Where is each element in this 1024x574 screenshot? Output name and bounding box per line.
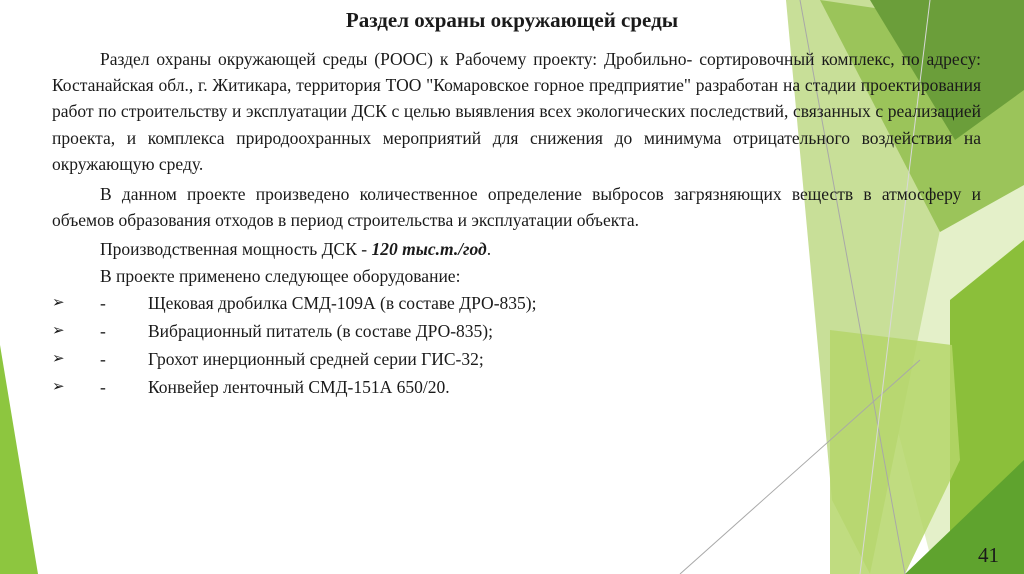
page-number: 41 xyxy=(978,543,999,567)
arrow-bullet-icon: ➢ xyxy=(52,379,65,395)
capacity-prefix: Производственная мощность ДСК - xyxy=(100,239,372,259)
equipment-item-text: Грохот инерционный средней серии ГИС-32; xyxy=(148,349,484,369)
arrow-bullet-icon: ➢ xyxy=(52,323,65,339)
capacity-suffix: . xyxy=(486,239,492,259)
equipment-item-text: Вибрационный питатель (в составе ДРО-835); xyxy=(148,321,493,341)
equipment-intro: В проекте применено следующее оборудование: xyxy=(100,266,461,286)
arrow-bullet-icon: ➢ xyxy=(52,295,65,311)
intro-paragraph: Раздел охраны окружающей среды (РООС) к Рабочему проекту: Дробильно- сортировочный комплекс, по адресу: Костанайская обл., г. Житикара, территория ТОО "Комаровское горное предприятие" разработан на стадии проектирования работ по строительству и эксплуатации ДСК с целью выявления всех экологических последствий, связанных с реализацией проекта, и комплекса природоохранных мероприятий для снижения до минимума отрицательного воздействия на окружающую среду. xyxy=(52,49,981,174)
list-dash: - xyxy=(100,293,106,313)
equipment-item-text: Щековая дробилка СМД-109А (в составе ДРО-835); xyxy=(148,293,537,313)
slide-title: Раздел охраны окружающей среды xyxy=(345,8,679,32)
arrow-bullet-icon: ➢ xyxy=(52,351,65,367)
capacity-value: 120 тыс.т./год xyxy=(371,239,487,259)
capacity-line xyxy=(100,236,491,262)
list-dash: - xyxy=(100,321,106,341)
emissions-paragraph: В данном проекте произведено количественное определение выбросов загрязняющих веществ в атмосферу и объемов образования отходов в период строительства и эксплуатации объекта. xyxy=(52,184,981,231)
list-dash: - xyxy=(100,349,106,369)
list-dash: - xyxy=(100,377,106,397)
left-green-triangle xyxy=(0,345,38,574)
equipment-item-text: Конвейер ленточный СМД-151А 650/20. xyxy=(148,377,450,397)
